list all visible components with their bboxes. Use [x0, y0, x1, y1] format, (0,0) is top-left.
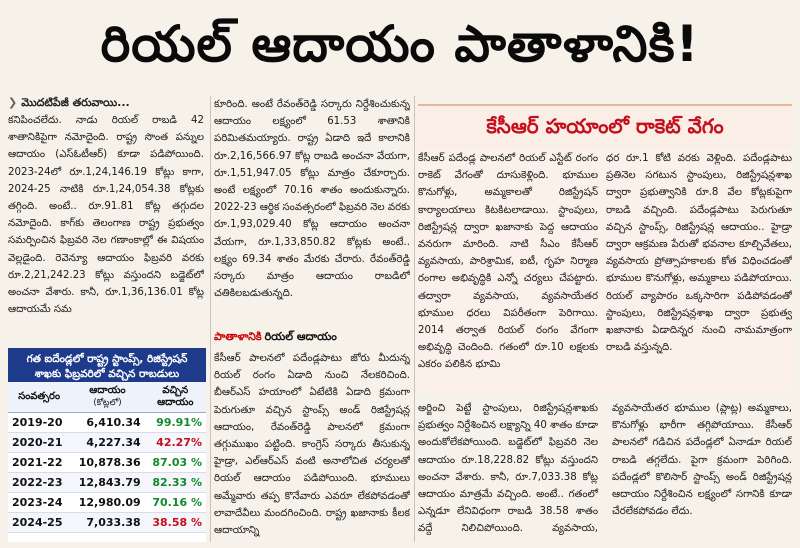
table-body — [8, 413, 206, 533]
article-column-2b — [214, 350, 410, 542]
row-year: 2023-24 — [8, 493, 70, 513]
row-year: 2021-22 — [8, 453, 70, 473]
subheading-prefix: పాతాళానికి — [214, 330, 262, 343]
article-paragraph: కూరింది. అంటే రేవంత్‌రెడ్డి సర్కారు నిర్దేశించుకున్న ఆదాయం లక్ష్యంలో 61.53 శాతానికి పరిమితమయ్యారు. రాష్ట్ర ఏడాది ఇదే కాలానికి రూ.2,16,566.97 కోట్ల రాబడి అంచనా వేయగా, రూ.1,51,947.05 కోట్లు మాత్రం చేకూర్చారు. అంటే లక్ష్యంలో 70.16 శాతం అందుకున్నారు. 2022-23 ఆర్థిక సంవత్సరంలో ఫిబ్రవరి నెల వరకు రూ.1,93,029.40 కోట్ల ఆదాయం అంచనా వేయగా, రూ.1,33,850.82 కోట్లకు అంటే.. లక్ష్యం 69.34 శాతం మేరకు చేరారు. రేవంత్‌రెడ్డి సర్కారు మాత్రం ఆదాయం రాబడిలో చతికిలబడుతున్నది. — [214, 99, 410, 300]
article-column-2 — [214, 96, 410, 326]
article-paragraph: కేసీఆర్ పదేండ్ల పాలనలో రియల్ ఎస్టేట్ రంగం రాకెట్ వేగంతో దూసుకెళ్లింది. భూముల కొనుగోళ్లు, అమ్మకాలతో రిజిస్ట్రేషన్ కార్యాలయాలు కిటకిటలాడాయి. స్టాంపులు, రిజిస్ట్రేషన్ల ద్వారా ఖజానాకు పెద్ద ఆదాయం వనరుగా మారింది. నాటి సీఎం కేసీఆర్ వ్యవసాయ, పారిశ్రామిక, ఐటీ, గృహ నిర్మాణ రంగాల అభివృద్ధికి ఎన్నో చర్యలు చేపట్టారు. తద్వారా వ్యవసాయ, వ్యవసాయేతర భూముల ధరలు విపరీతంగా పెరిగాయి. 2014 తర్వాత రియల్ రంగం వేగంగా అభివృద్ధి చెందింది. గతంలో రూ.10 లక్షలకు ఎకరం పలికిన భూమి — [418, 153, 598, 371]
header-year — [8, 382, 70, 413]
table-grid — [8, 382, 206, 533]
header-achieved — [145, 382, 206, 413]
table-row — [8, 513, 206, 533]
article-column-bottom — [418, 400, 792, 542]
column-divider — [414, 96, 415, 542]
table-header-row — [8, 382, 206, 413]
table-row — [8, 433, 206, 453]
sidebar-column-1 — [418, 150, 598, 388]
article-paragraph: ధర రూ.1 కోటి వరకు వెళ్లింది. పదేండ్లపాటు ప్రతినెల సగటున స్టాంపులు, రిజిస్ట్రేషన్లశాఖ ద్వారా ప్రభుత్వానికి రూ.8 వేల కోట్లకుపైగా రాబడి వచ్చింది. పదేండ్లపాటు పెరుగుతూ వచ్చిన స్టాంప్స్, రిజిస్ట్రేషన్ల ఆదాయం.. హైడ్రా ద్వారా ఆక్రమణ పేరుతో భవనాల కూల్చివేతలు, వ్యవసాయ ప్రోత్సాహకాలకు కోత విధించడంతో భూముల కొనుగోళ్లు, అమ్మకాలు పడిపోయాయి. రియల్ వ్యాపారం ఒక్కసారిగా పడిపోవడంతో స్టాంపులు, రిజిస్ట్రేషన్లశాఖ ద్వారా ప్రభుత్వ ఖజానాకు ఏడాదిన్నర నుంచి నామమాత్రంగా రాబడి వస్తున్నది. — [606, 153, 792, 354]
subheading-text: రియల్ ఆదాయం — [264, 330, 337, 343]
row-year: 2020-21 — [8, 433, 70, 453]
row-percent: 87.03 % — [145, 453, 206, 473]
row-year: 2019-20 — [8, 413, 70, 433]
table-caption: గత ఐదేండ్లలో రాష్ట్ర స్టాంప్స్, రిజిస్ట్రేషన్ శాఖకు ఫిబ్రవరిలో వచ్చిన రాబడులు — [8, 348, 206, 382]
header-achieved-label: వచ్చిన — [162, 385, 189, 396]
revenue-table — [8, 348, 206, 542]
article-paragraph: అర్జించి పెట్టే స్టాంపులు, రిజిస్ట్రేషన్లశాఖకు ప్రభుత్వం నిర్దేశించిన లక్ష్యాన్ని 40 శాతం కూడా అందుకోలేకపోయింది. బడ్జెట్‌లో ఫిబ్రవరి నెల ఆదాయం రూ.18,228.82 కోట్లు వస్తుందని అంచనా వేశారు. కానీ, రూ.7,033.38 కోట్ల ఆదాయం మాత్రమే వచ్చింది. అంటే.. గతంలో ఎన్నడూ లేనివిధంగా రాబడి 38.58 శాతం వద్దే నిలిచిపోయింది. వ్యవసాయ, వ్యవసాయేతర భూముల (ప్లాట్ల) అమ్మకాలు, కొనుగోళ్లు భారీగా తగ్గిపోయాయి. కేసీఆర్ పాలనలో గడిచిన పదేండ్లలో ఏనాడూ రియల్ రాబడి తగ్గలేదు. పైగా క్రమంగా పెరిగింది. పదేండ్లలో కొలిసార్ స్టాంప్స్ అండ్ రిజిస్ట్రేషన్ల ఆదాయం నిర్దేశించిన లక్ష్యంలో సగానికి కూడా చేరలేకపోవడం లేదు. — [418, 403, 792, 535]
row-percent: 70.16 % — [145, 493, 206, 513]
sidebar-box-title: కేసీఆర్ హయాంలో రాకెట్ వేగం — [418, 104, 792, 146]
header-income — [70, 382, 144, 413]
table-row — [8, 453, 206, 473]
kicker — [8, 96, 130, 112]
row-percent: 82.33 % — [145, 473, 206, 493]
sidebar-column-2 — [606, 150, 792, 388]
header-income-label: ఆదాయం — [89, 385, 126, 396]
article-paragraph: కనిపించలేదు. నాడు రియల్ రాబడి 42 శాతానికిపైగా నమోదైంది. రాష్ట్ర సొంత పన్నుల ఆదాయం (ఎస్ఓటీఆర్) కూడా పడిపోయింది. 2023-24లో రూ.1,24,146.19 కోట్లు కాగా, 2024-25 నాటికి రూ.1,24,054.38 కోట్లకు తగ్గింది. అంటే.. రూ.91.81 కోట్ల తగ్గుదల నమోదైంది. కాగ్‌కు తెలంగాణ రాష్ట్ర ప్రభుత్వం సమర్పించిన ఫిబ్రవరి నెల గణాంకాల్లో ఈ విషయం వెల్లడైంది. రెవెన్యూ ఆదాయం ఫిబ్రవరి వరకు రూ.2,21,242.23 కోట్లు వస్తుందని బడ్జెట్‌లో అంచనా వేశారు. కానీ, రూ.1,36,136.01 కోట్ల ఆదాయమే సమ — [8, 115, 204, 316]
row-income: 12,843.79 — [70, 473, 144, 493]
row-percent: 42.27% — [145, 433, 206, 453]
article-paragraph: కేసీఆర్ పాలనలో పదేండ్లపాటు జోరు మీదున్న రియల్ రంగం ఏడాది నుంచి నేలకరిచింది. బీఆర్ఎస్ హయాంలో ఏటేటికి ఏడాది క్రమంగా పెరుగుతూ వచ్చిన స్టాంప్స్ అండ్ రిజిస్ట్రేషన్ల ఆదాయం, రేవంత్‌రెడ్డి పాలనలో క్రమంగా తగ్గుముఖం పట్టింది. కాంగ్రెస్ సర్కారు తీసుకున్న హైడ్రా, ఎల్ఆర్ఎస్ వంటి అనాలోచిత చర్యలతో రియల్ ఆదాయం పడిపోయింది. భూములు అమ్మేవారు తప్ప కొనేవారు ఎవరూ లేకపోవడంతో లావాదేవీలు మందగించింది. రాష్ట్ర ఖజానాకు కీలక ఆదాయాన్ని — [214, 353, 410, 537]
row-income: 10,878.36 — [70, 453, 144, 473]
row-income: 7,033.38 — [70, 513, 144, 533]
article-column-1 — [8, 112, 204, 352]
row-percent: 38.58 % — [145, 513, 206, 533]
row-year: 2024-25 — [8, 513, 70, 533]
header-achieved-label-2: ఆదాయం — [157, 397, 194, 408]
chevron-right-icon: ❯ — [8, 96, 18, 109]
row-year: 2022-23 — [8, 473, 70, 493]
table-row — [8, 473, 206, 493]
row-income: 6,410.34 — [70, 413, 144, 433]
table-row — [8, 413, 206, 433]
row-percent: 99.91% — [145, 413, 206, 433]
row-income: 12,980.09 — [70, 493, 144, 513]
header-income-unit: (కోట్లలో) — [93, 398, 122, 408]
table-row — [8, 493, 206, 513]
headline: రియల్ ఆదాయం పాతాళానికి! — [100, 15, 700, 73]
header-year-label: సంవత్సరం — [18, 391, 61, 402]
column-divider — [210, 96, 211, 542]
row-income: 4,227.34 — [70, 433, 144, 453]
kicker-text: మొదటిపేజీ తరువాయి... — [21, 96, 130, 109]
subheading — [214, 330, 410, 346]
